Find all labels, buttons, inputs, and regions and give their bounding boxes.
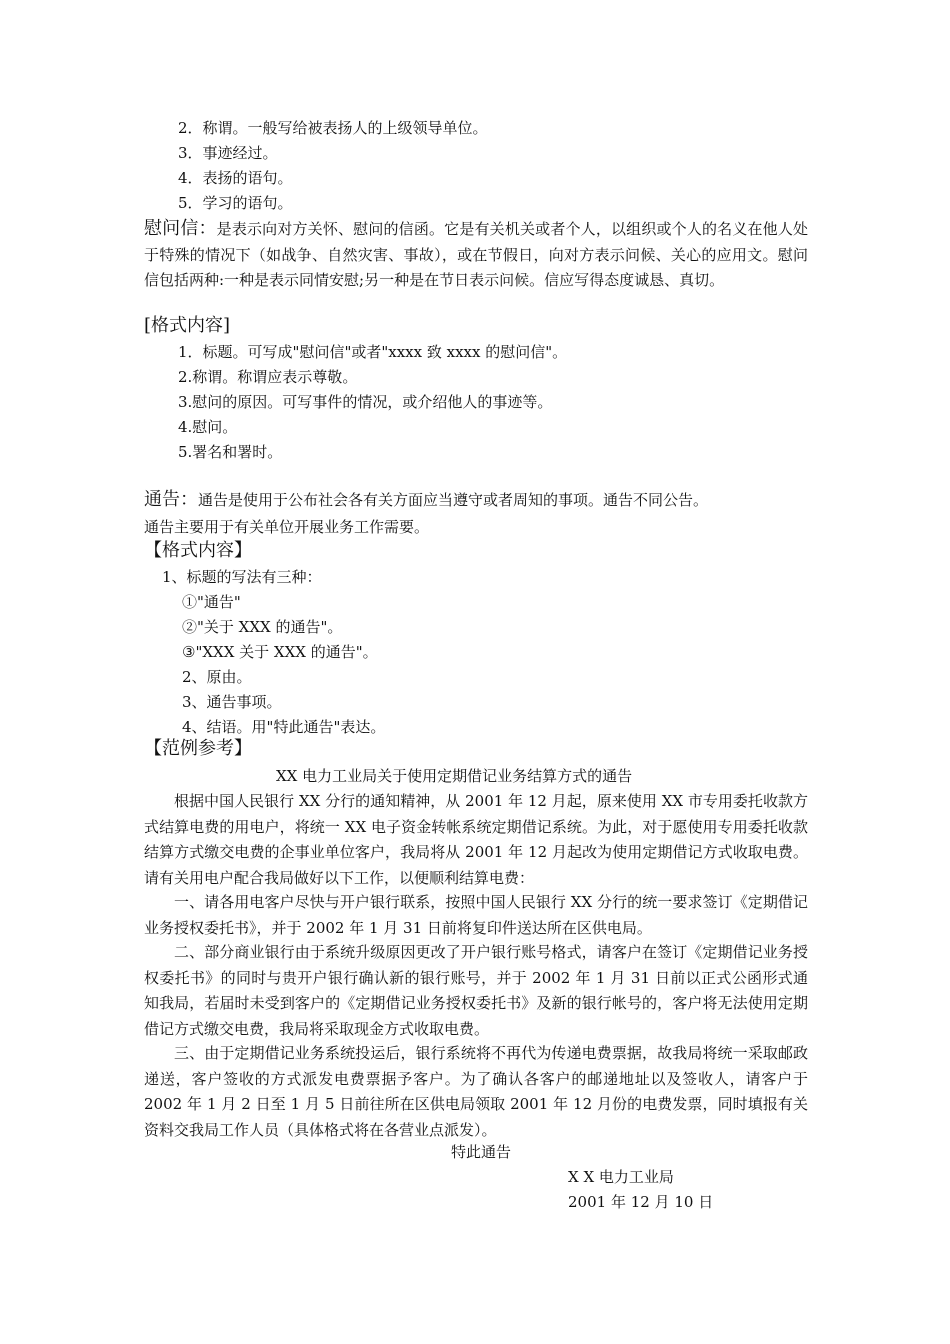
signature: X X 电力工业局 xyxy=(568,1168,674,1186)
list-item: 5．学习的语句。 xyxy=(178,194,293,212)
term-label: 通告： xyxy=(144,489,198,510)
definition-line: 通告主要用于有关单位开展业务工作需要。 xyxy=(144,518,430,536)
section-heading: [格式内容] xyxy=(144,315,231,336)
signature-date: 2001 年 12 月 10 日 xyxy=(568,1193,714,1211)
list-item: 4、结语。用"特此通告"表达。 xyxy=(182,718,386,736)
example-paragraph: 三、由于定期借记业务系统投运后，银行系统将不再代为传递电费票据，故我局将统一采取邮政递送，客户签收的方式派发电费票据予客户。为了确认各客户的邮递地址以及签收人，请客户于 2002 年 1 月 2 日至 1 月 5 日前往所在区供电局领取 2001 年 12 月份的电费发票，同时填报有关资料交我局工作人员（具体格式将在各营业点派发）。 xyxy=(144,1044,808,1139)
definition-text: 通告是使用于公布社会各有关方面应当遵守或者周知的事项。通告不同公告。 xyxy=(198,491,709,509)
list-item: 2、原由。 xyxy=(182,668,252,686)
sub-list-item: ①"通告" xyxy=(182,593,241,611)
sub-list-item: ②"关于 XXX 的通告"。 xyxy=(182,618,343,636)
list-item: 3．事迹经过。 xyxy=(178,144,278,162)
section-heading: 【格式内容】 xyxy=(144,540,252,561)
list-item: 2．称谓。一般写给被表扬人的上级领导单位。 xyxy=(178,119,488,137)
term-label: 慰问信： xyxy=(144,218,217,239)
list-item: 5.署名和署时。 xyxy=(178,443,283,461)
list-item: 1．标题。可写成"慰问信"或者"xxxx 致 xxxx 的慰问信"。 xyxy=(178,343,568,361)
example-paragraph: 根据中国人民银行 XX 分行的通知精神，从 2001 年 12 月起，原来使用 XX 市专用委托收款方式结算电费的用电户，将统一 XX 电子资金转帐系统定期借记系统。为此，对于愿使用专用委托收款结算方式缴交电费的企事业单位客户，我局将从 2001 年 12 月起改为使用定期借记方式收取电费。请有关用电户配合我局做好以下工作，以便顺利结算电费： xyxy=(144,792,808,887)
list-item: 1、标题的写法有三种： xyxy=(162,568,322,586)
closing-text: 特此通告 xyxy=(451,1143,512,1161)
list-item: 4.慰问。 xyxy=(178,418,238,436)
example-paragraph: 二、部分商业银行由于系统升级原因更改了开户银行账号格式，请客户在签订《定期借记业务授权委托书》的同时与贵开户银行确认新的银行账号，并于 2002 年 1 月 31 日前以正式公函形式通知我局，若届时未受到客户的《定期借记业务授权委托书》及新的银行帐号的，客户将无法使用定期借记方式缴交电费，我局将采取现金方式收取电费。 xyxy=(144,943,808,1038)
sub-list-item: ③"XXX 关于 XXX 的通告"。 xyxy=(182,643,378,661)
example-title: XX 电力工业局关于使用定期借记业务结算方式的通告 xyxy=(276,767,633,785)
list-item: 2.称谓。称谓应表示尊敬。 xyxy=(178,368,358,386)
list-item: 4．表扬的语句。 xyxy=(178,169,293,187)
list-item: 3.慰问的原因。可写事件的情况，或介绍他人的事迹等。 xyxy=(178,393,553,411)
definition-text: 是表示向对方关怀、慰问的信函。它是有关机关或者个人，以组织或个人的名义在他人处于特殊的情况下（如战争、自然灾害、事故），或在节假日，向对方表示问候、关心的应用文。慰问信包括两种:一种是表示同情安慰;另一种是在节日表示问候。信应写得态度诚恳、真切。 xyxy=(144,220,808,289)
definition-line xyxy=(144,490,708,510)
list-item: 3、通告事项。 xyxy=(182,693,282,711)
definition-paragraph xyxy=(144,216,808,294)
example-paragraph: 一、请各用电客户尽快与开户银行联系，按照中国人民银行 XX 分行的统一要求签订《定期借记业务授权委托书》，并于 2002 年 1 月 31 日前将复印件送达所在区供电局。 xyxy=(144,893,808,937)
section-heading: 【范例参考】 xyxy=(144,738,252,759)
